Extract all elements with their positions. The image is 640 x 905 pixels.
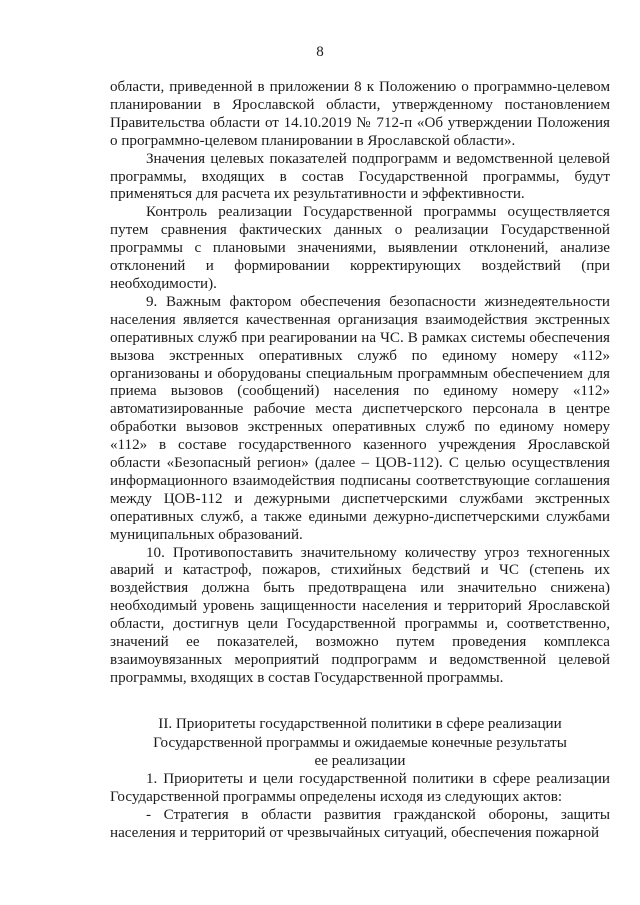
section-body: [110, 770, 610, 842]
section-heading-line: ее реализации: [314, 753, 406, 769]
paragraph-priorities: 1. Приоритеты и цели государственной политики в сфере реализации Государственной программы определены исходя из следующих актов:: [110, 771, 610, 805]
body-text: [110, 79, 610, 688]
page-number: 8: [316, 44, 324, 60]
section-heading: [110, 715, 610, 771]
paragraph-strategy-item: - Стратегия в области развития гражданской обороны, защиты населения и территорий от чрезвычайных ситуаций, обеспечения пожарной: [110, 807, 610, 841]
section-heading-line: Государственной программы и ожидаемые конечные результаты: [153, 734, 567, 751]
paragraph-implementation-control: Контроль реализации Государственной программы осуществляется путем сравнения фактических данных о реализации Государственной программы с плановыми значениями, выявлении отклонений, анализе отклонений и формировании корректирующих воздействий (при необходимости).: [110, 204, 610, 292]
paragraph-item-9: 9. Важным фактором обеспечения безопасности жизнедеятельности населения является качественная организация взаимодействия экстренных оперативных служб при реагировании на ЧС. В рамках системы обеспечения вызова экстренных оперативных служб по единому номеру «112» организованы и оборудованы специальным программным обеспечением для приема вызовов (сообщений) населения по единому номеру «112» автоматизированные рабочие места диспетчерского персонала в центре обработки вызовов экстренных оперативных служб по единому номеру «112» в составе государственного казенного учреждения Ярославской области «Безопасный регион» (далее – ЦОВ-112). С целью осуществления информационного взаимодействия подписаны соответствующие соглашения между ЦОВ-112 и дежурными диспетчерскими службами экстренных оперативных служб, а также едиными дежурно-диспетчерскими службами муниципальных образований.: [110, 293, 610, 543]
section-heading-line: II. Приоритеты государственной политики в сфере реализации: [158, 716, 562, 732]
paragraph-item-10: 10. Противопоставить значительному количеству угроз техногенных аварий и катастроф, пожаров, стихийных бедствий и ЧС (степень их воздействия должна быть предотвращена или значительно снижена) необходимый уровень защищенности населения и территорий Ярославской области, достигнув цели Государственной программы и, соответственно, значений ее показателей, возможно путем проведения комплекса взаимоувязанных мероприятий подпрограмм и ведомственной целевой программы, входящих в состав Государственной программы.: [110, 544, 610, 686]
paragraph-target-indicators: Значения целевых показателей подпрограмм и ведомственной целевой программы, входящих в состав Государственной программы, будут применяться для расчета их результативности и эффективности.: [110, 150, 610, 203]
paragraph-appendix-reference: области, приведенной в приложении 8 к Положению о программно-целевом планировании в Ярославской области, утвержденному постановлением Правительства области от 14.10.2019 № 712-п «Об утверждении Положения о программно-целевом планировании в Ярославской области».: [110, 79, 610, 149]
